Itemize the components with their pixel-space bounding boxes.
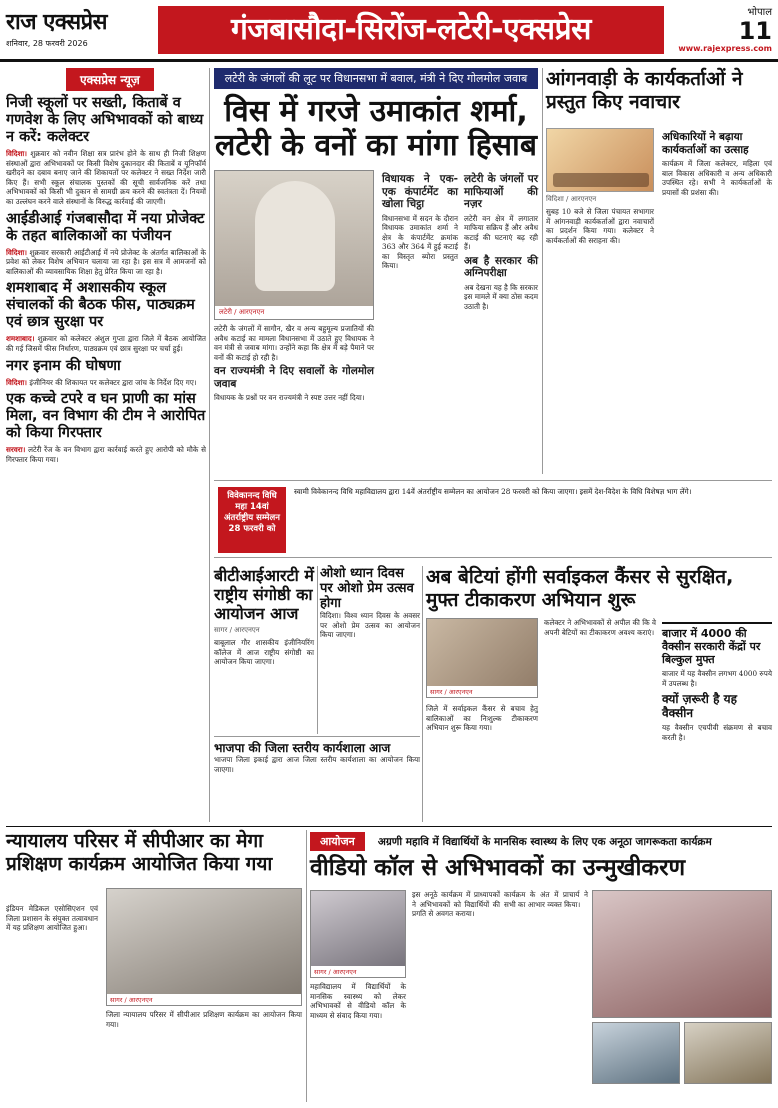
page-title: गंजबासौदा-सिरोंज-लटेरी-एक्सप्रेस: [158, 6, 664, 54]
story-text: शुक्रवार सरकारी आईटीआई में नये प्रोजेक्ट के अंतर्गत बालिकाओं के प्रवेश को लेकर विशेष अभियान चलाया जा रहा है। इस सत्र में आमजनों को बालिकाओं की व्यावसायिक शिक्षा हेतु प्रेरित किया जा रहा है।: [6, 247, 206, 276]
lead-body-col3: [464, 170, 538, 315]
story-text: बाजार में यह वैक्सीन लगभग 4000 रुपये में उपलब्ध है।: [662, 669, 772, 688]
paragraph: विधायक के प्रश्नों पर वन राज्यमंत्री ने स्पष्ट उत्तर नहीं दिया।: [214, 393, 365, 403]
bjp-workshop-story: [214, 736, 420, 822]
dateline: विदिशा।: [6, 247, 28, 257]
column-divider: [422, 566, 423, 822]
story-headline: शमशाबाद में अशासकीय स्कूल संचालकों की बैठक फीस, पाठ्यक्रम एवं छात्र सुरक्षा पर: [6, 280, 195, 331]
conference-strip: [214, 480, 772, 558]
story-photo-main: [592, 890, 772, 1018]
paragraph: विधानसभा में सदन के दौरान विधायक उमाकांत शर्मा ने क्षेत्र के कंपार्टमेंट क्रमांक 363 और 364 में हुई कटाई का विस्तृत ब्योरा प्रस्तुत किया।: [382, 213, 458, 271]
brand-logo: राज एक्सप्रेस: [6, 10, 107, 35]
story-headline: एक कच्चे टपरे व घन प्राणी का मांस मिला, वन विभाग की टीम ने आरोपित को किया गिरफ्तार: [6, 391, 206, 442]
paragraph: लटेरी के जंगलों में सागौन, खैर व अन्य बहुमूल्य प्रजातियों की अवैध कटाई का मामला विधानसभा में उठाते हुए विधायक ने वन मंत्री से जवाब मांगा। उन्होंने कहा कि क्षेत्र में बड़े पैमाने पर वनों की कटाई हो रही है।: [214, 324, 374, 362]
story-kicker: अग्रणी महावि में विद्यार्थियों के मानसिक स्वास्थ्य के लिए एक अनूठा जागरूकता कार्यक्रम: [377, 836, 712, 848]
story-body: [6, 445, 206, 464]
byline: सागर / आरएनएन: [214, 626, 260, 634]
story-col2: [662, 128, 772, 197]
story-headline: अब बेटियां होंगी सर्वाइकल कैंसर से सुरक्षित, मुफ्त टीकाकरण अभियान शुरू: [426, 566, 734, 611]
subheading: अधिकारियों ने बढ़ाया कार्यकर्ताओं का उत्साह: [662, 131, 749, 156]
dateline: शमशाबाद।: [6, 334, 35, 344]
section-label: एक्सप्रेस न्यूज़: [66, 68, 154, 91]
story-photo-small: [592, 1022, 680, 1084]
story-text: सुबह 10 बजे से जिला पंचायत सभागार में आंगनवाड़ी कार्यकर्ताओं द्वारा नवाचारों का प्रदर्शन किया गया। कलेक्टर ने कार्यकर्ताओं की सराहना की।: [546, 207, 654, 245]
website-url[interactable]: www.rajexpress.com: [678, 44, 772, 53]
story-body: [6, 378, 206, 388]
photo-caption: सागर / आरएनएन: [311, 966, 405, 977]
story-headline: आंगनवाड़ी के कार्यकर्ताओं ने प्रस्तुत किए नवाचार: [546, 68, 743, 113]
lead-headline: विस में गरजे उमाकांत शर्मा, लटेरी के वनों का मांगा हिसाब: [215, 94, 537, 163]
story-shamshabad: [6, 280, 206, 353]
story-headline: नगर इनाम की घोषणा: [6, 357, 121, 374]
story-col1: [546, 128, 654, 245]
lead-body-col1: [214, 324, 374, 406]
story-col3: [662, 618, 772, 742]
story-photo-small: [684, 1022, 772, 1084]
section-tag: आयोजन: [310, 832, 365, 851]
story-text: कार्यक्रम के अंत में प्राचार्य ने सभी का आभार व्यक्त किया।: [504, 890, 588, 909]
story-text: लटेरी रेंज के वन विभाग द्वारा कार्रवाई करते हुए आरोपी को मौके से गिरफ्तार किया गया।: [6, 445, 206, 464]
edition-city: भोपाल: [747, 7, 772, 18]
story-headline: बीटीआईआरटी में राष्ट्रीय संगोष्ठी का आयोजन आज: [214, 566, 314, 623]
video-call-story: [310, 830, 772, 1102]
masthead-left: [6, 6, 156, 49]
story-photo: [310, 890, 406, 978]
paragraph: अब देखना यह है कि सरकार इस मामले में क्या ठोस कदम उठाती है।: [464, 282, 538, 312]
story-forest: [6, 391, 206, 464]
dateline: विदिशा।: [6, 149, 28, 158]
dateline: सरवरा।: [6, 445, 26, 455]
issue-date: शनिवार, 28 फरवरी 2026: [6, 39, 88, 48]
story-text: विदिशा। विश्व ध्यान दिवस के अवसर पर ओशो प्रेम उत्सव का आयोजन किया जाएगा।: [320, 611, 420, 640]
photo-caption: सागर / आरएनएन: [427, 686, 537, 697]
story-body: [6, 334, 206, 353]
story-photo: [106, 888, 302, 1006]
vaccine-story: [426, 566, 772, 822]
portrait-image: [255, 181, 335, 291]
story-text: इस अनूठे कार्यक्रम में प्राध्यापकों ने अभिभावकों को विद्यार्थियों की प्रगति से अवगत कराया।: [412, 890, 500, 919]
story-headline: भाजपा की जिला स्तरीय कार्यशाला आज: [214, 741, 391, 755]
photo-caption: लटेरी / आरएनएन: [215, 306, 373, 319]
subheading: बाजार में 4000 की वैक्सीन सरकारी केंद्रों पर बिल्कुल मुफ्त: [662, 622, 772, 666]
page-number: 11: [738, 17, 772, 45]
story-text: बाबूलाल गौर शासकीय इंजीनियरिंग कॉलेज में आज राष्ट्रीय संगोष्ठी का आयोजन किया जाएगा।: [214, 638, 314, 667]
lead-body-col2: [382, 170, 458, 274]
left-column: [6, 68, 206, 820]
story-text: भाजपा जिला इकाई द्वारा आज जिला स्तरीय कार्यशाला का आयोजन किया जाएगा।: [214, 755, 420, 774]
story-photo: [426, 618, 538, 698]
cpr-story: [6, 830, 302, 1102]
masthead-right: [672, 4, 772, 53]
story-headline: निजी स्कूलों पर सख्ती, किताबें व गणवेश के लिए अभिभावकों को बाध्य न करें: कलेक्टर: [6, 95, 204, 145]
story-text: कलेक्टर ने अभिभावकों से अपील की कि वे अपनी बेटियों का टीकाकरण अवश्य कराएं।: [544, 618, 656, 637]
column-divider: [209, 68, 210, 822]
masthead: [0, 0, 778, 62]
story-headline: ओशो ध्यान दिवस पर ओशो प्रेम उत्सव होगा: [320, 566, 414, 611]
subheading: अब है सरकार की अग्निपरीक्षा: [464, 254, 538, 280]
story-text: कार्यक्रम में जिला कलेक्टर, महिला एवं बाल विकास अधिकारी व अन्य अधिकारी उपस्थित रहे। सभी ने कार्यकर्ताओं के प्रयासों की प्रशंसा की।: [662, 159, 772, 197]
byline: विदिशा / आरएनएन: [546, 195, 597, 203]
column-divider: [317, 566, 318, 734]
story-photo: [546, 128, 654, 192]
section-divider: [6, 826, 772, 827]
subheading: विधायक ने एक-एक कंपार्टमेंट का खोला चिट्ठा: [382, 173, 458, 210]
story-nagar: [6, 358, 206, 388]
conference-text: स्वामी विवेकानन्द विधि महाविद्यालय द्वारा 14वें अंतर्राष्ट्रीय सम्मेलन का आयोजन 28 फरवरी को किया जाएगा। इसमें देश-विदेश के विधि विशेषज्ञ भाग लेंगे।: [294, 487, 692, 496]
story-private-schools: [6, 95, 206, 207]
lead-photo: [214, 170, 374, 320]
subheading: वन राज्यमंत्री ने दिए सवालों के गोलमोल जवाब: [214, 365, 374, 390]
column-divider: [542, 68, 543, 474]
story-headline: वीडियो कॉल से अभिभावकों का उन्मुखीकरण: [310, 855, 686, 881]
story-text: यह वैक्सीन एचपीवी संक्रमण से बचाव करती है।: [662, 723, 772, 742]
story-text: जिले में सर्वाइकल कैंसर से बचाव हेतु बालिकाओं का निःशुल्क टीकाकरण अभियान शुरू किया गया।: [426, 704, 538, 733]
story-iti: [6, 211, 206, 277]
dateline: विदिशा।: [6, 377, 28, 387]
story-text: जिला न्यायालय परिसर में सीपीआर प्रशिक्षण कार्यक्रम का आयोजन किया गया।: [106, 1010, 302, 1029]
column-divider: [306, 830, 307, 1102]
story-body: [6, 149, 206, 207]
story-text: इंडियन मेडिकल एसोसिएशन एवं जिला प्रशासन के संयुक्त तत्वावधान में यह प्रशिक्षण आयोजित हुआ।: [6, 904, 98, 933]
lead-kicker: लटेरी के जंगलों की लूट पर विधानसभा में बवाल, मंत्री ने दिए गोलमोल जवाब: [214, 68, 538, 89]
story-headline: न्यायालय परिसर में सीपीआर का मेगा प्रशिक्षण कार्यक्रम आयोजित किया गया: [6, 830, 273, 875]
photo-detail: [553, 173, 649, 187]
subheading: लटेरी के जंगलों पर माफियाओं की नज़र: [464, 173, 538, 210]
story-body: [6, 248, 206, 277]
story-headline: आईडीआई गंजबासौदा में नया प्रोजेक्ट के तहत बालिकाओं का पंजीयन: [6, 210, 205, 244]
story-text: शुक्रवार को कलेक्टर अंशुल गुप्ता द्वारा जिले में बैठक आयोजित की गई जिसमें फीस निर्धारण, पाठ्यक्रम एवं छात्र सुरक्षा पर चर्चा हुई।: [6, 334, 206, 353]
story-text: इंजीनियर की शिकायत पर कलेक्टर द्वारा जांच के निर्देश दिए गए।: [29, 377, 197, 387]
paragraph: लटेरी वन क्षेत्र में लगातार माफिया सक्रिय हैं और अवैध कटाई की घटनाएं बढ़ रही हैं।: [464, 213, 538, 252]
photo-caption: सागर / आरएनएन: [107, 994, 301, 1005]
conference-box: विवेकानन्द विधि महा 14वां अंतर्राष्ट्रीय सम्मेलन 28 फरवरी को: [218, 487, 286, 553]
story-text: शुक्रवार को नवीन शिक्षा सत्र प्रारंभ होने के साथ ही निजी शिक्षण संस्थाओं द्वारा अभिभावकों पर किसी विशेष दुकानदार की किताबें व यूनिफॉर्म खरीदने का दबाव बनाए जाने की शिकायतों पर कलेक्टर ने सख्त निर्देश जारी किए हैं। सभी स्कूल संचालक पुस्तकों की सूची सार्वजनिक करें तथा अभिभावकों को किसी भी दुकान से सामग्री क्रय करने की स्वतंत्रता दें। नियमों का उल्लंघन करने वाले संस्थानों के विरुद्ध कार्रवाई की जाएगी।: [6, 149, 206, 206]
story-text: महाविद्यालय में विद्यार्थियों के मानसिक स्वास्थ्य को लेकर अभिभावकों से वीडियो कॉल के माध्यम से संवाद किया गया।: [310, 982, 406, 1020]
subheading: क्यों ज़रूरी है यह वैक्सीन: [662, 692, 737, 721]
